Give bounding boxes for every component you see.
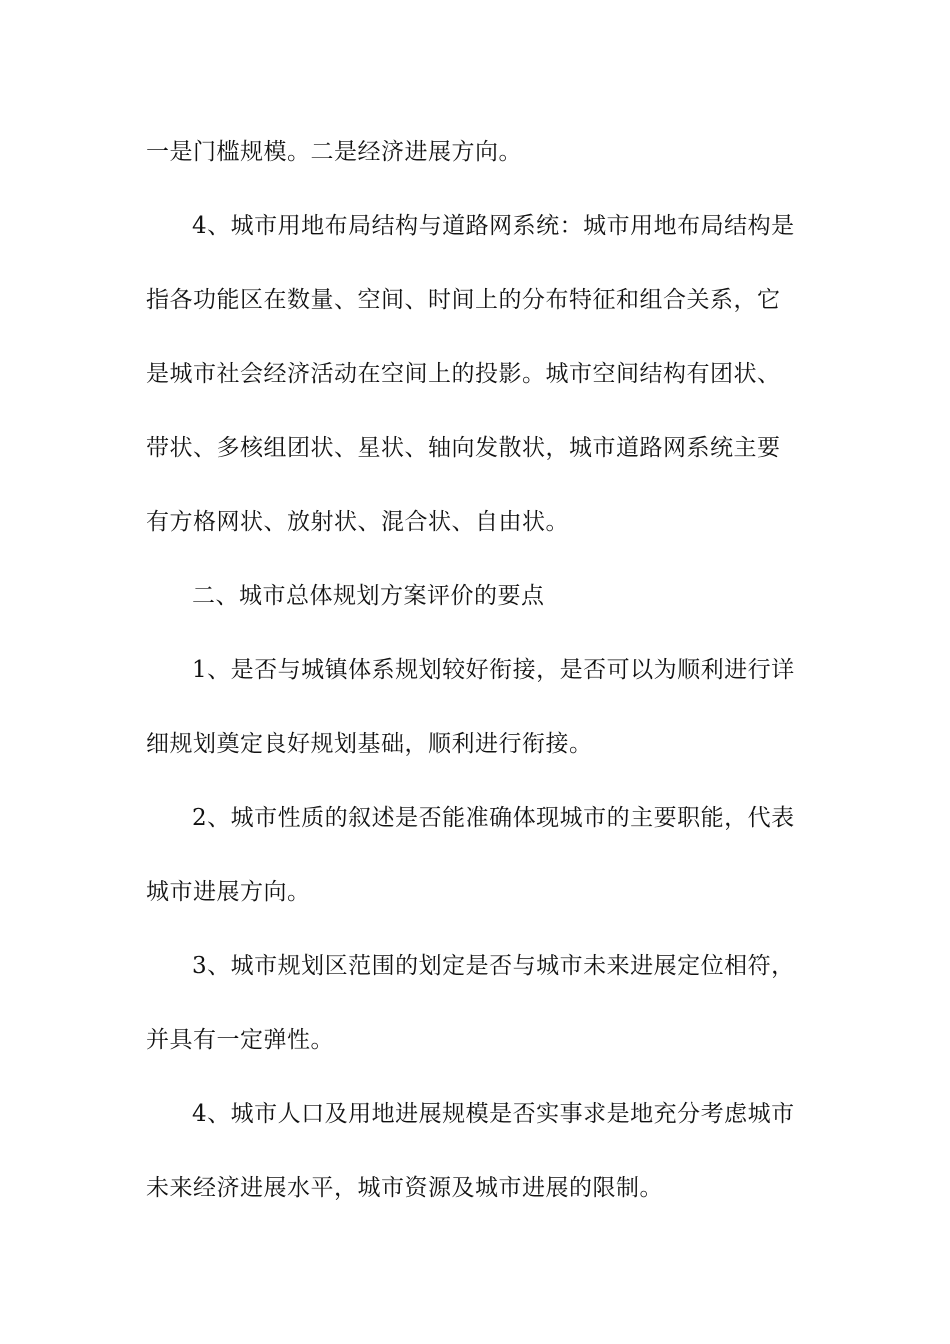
text-line: 一是门槛规模。二是经济进展方向。 [146, 139, 522, 165]
text-line: 4、城市用地布局结构与道路网系统：城市用地布局结构是 [192, 213, 795, 239]
text-line: 4、城市人口及用地进展规模是否实事求是地充分考虑城市 [192, 1101, 795, 1127]
text-line: 有方格网状、放射状、混合状、自由状。 [146, 509, 569, 535]
text-line: 1、是否与城镇体系规划较好衔接，是否可以为顺利进行详 [192, 657, 795, 683]
text-line: 2、城市性质的叙述是否能准确体现城市的主要职能，代表 [192, 805, 795, 831]
text-line: 未来经济进展水平，城市资源及城市进展的限制。 [146, 1175, 663, 1201]
text-line: 带状、多核组团状、星状、轴向发散状，城市道路网系统主要 [146, 435, 781, 461]
text-line: 是城市社会经济活动在空间上的投影。城市空间结构有团状、 [146, 361, 781, 387]
text-line: 细规划奠定良好规划基础，顺利进行衔接。 [146, 731, 593, 757]
text-line: 指各功能区在数量、空间、时间上的分布特征和组合关系，它 [146, 287, 781, 313]
section-heading: 二、城市总体规划方案评价的要点 [192, 583, 545, 609]
text-line: 并具有一定弹性。 [146, 1027, 334, 1053]
document-body [146, 128, 806, 1238]
text-line: 城市进展方向。 [146, 879, 311, 905]
text-line: 3、城市规划区范围的划定是否与城市未来进展定位相符， [192, 953, 795, 979]
